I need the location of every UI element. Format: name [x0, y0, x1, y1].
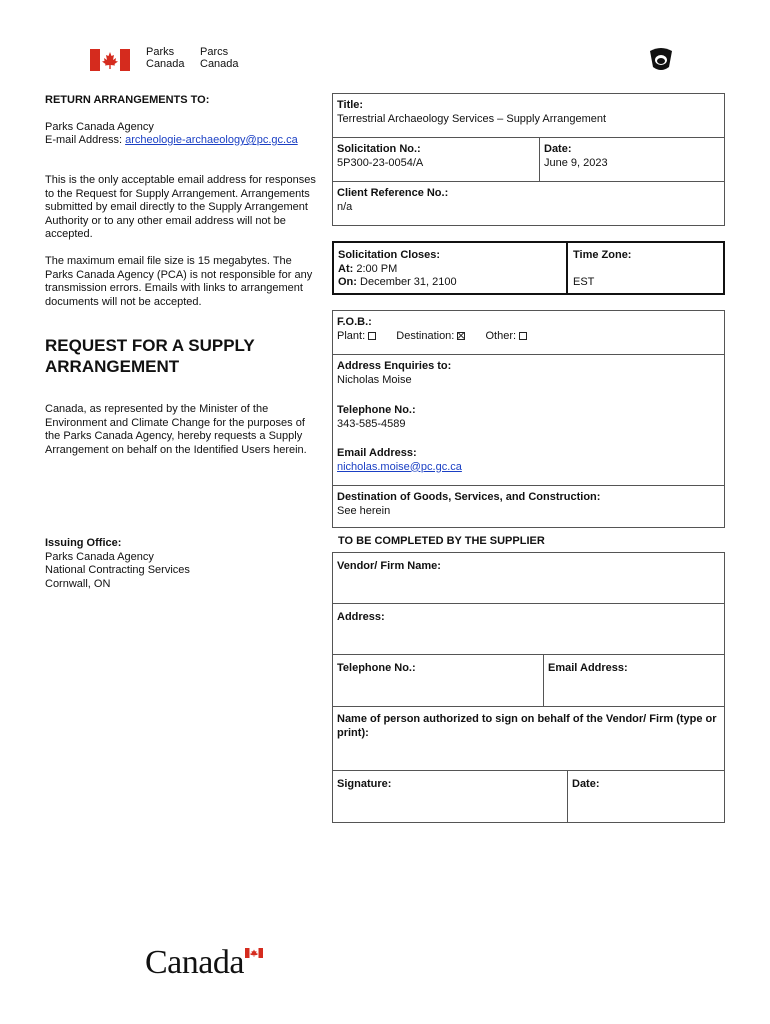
date-label: Date: — [544, 143, 572, 155]
document-title — [45, 336, 255, 377]
issuing-office-line: Parks Canada Agency — [45, 550, 154, 563]
contact-email-link[interactable]: nicholas.moise@pc.gc.ca — [337, 460, 462, 473]
document-title-line: ARRANGEMENT — [45, 356, 180, 376]
return-email-label: E-mail Address: — [45, 134, 126, 146]
address-field[interactable] — [332, 607, 725, 654]
signature-date-label: Date: — [572, 778, 600, 790]
para2-line: Parks Canada Agency (PCA) is not responsible for any — [45, 268, 313, 281]
fob-plant-checkbox[interactable] — [368, 332, 376, 340]
solicitation-value: 5P300-23-0054/A — [337, 156, 424, 169]
response-paragraph — [45, 174, 330, 242]
enquiries-cell — [332, 356, 725, 478]
fob-other-checkbox[interactable] — [519, 332, 527, 340]
return-email-link[interactable]: archeologie-archaeology@pc.gc.ca — [125, 134, 298, 146]
phone-value: 343-585-4589 — [337, 417, 406, 430]
closes-cell — [333, 245, 566, 294]
destination-label: Destination of Goods, Services, and Construction: — [337, 491, 601, 503]
fob-cell — [332, 312, 725, 347]
para3-line: the Parks Canada Agency, hereby requests a Supply — [45, 430, 303, 442]
logo-text-en-2: Canada — [146, 57, 185, 70]
parks-canada-logo — [90, 47, 240, 73]
issuing-office-line: Cornwall, ON — [45, 577, 111, 590]
para3-line: Arrangement on behalf on the Identified Users herein. — [45, 443, 307, 456]
para2-line: transmission errors. Emails with links to arrangement — [45, 282, 303, 294]
return-arrangements-heading: RETURN ARRANGEMENTS TO: — [45, 94, 210, 106]
closes-on-label: On: — [338, 276, 357, 288]
address-label: Address: — [337, 611, 385, 623]
para1-line: to the Request for Supply Arrangement. Arrangements — [45, 187, 310, 200]
supplier-phone-field[interactable] — [332, 658, 543, 706]
destination-cell — [332, 487, 725, 522]
return-org: Parks Canada Agency — [45, 121, 154, 133]
timezone-label: Time Zone: — [573, 249, 632, 261]
file-size-paragraph — [45, 255, 330, 309]
vendor-name-label: Vendor/ Firm Name: — [337, 560, 441, 572]
title-value: Terrestrial Archaeology Services – Supply Arrangement — [337, 112, 607, 125]
closes-at-label: At: — [338, 262, 354, 275]
para1-line: This is the only acceptable email address for responses — [45, 174, 316, 186]
client-ref-value: n/a — [337, 200, 353, 213]
fob-destination-checkbox[interactable] — [457, 332, 465, 340]
para1-line: accepted. — [45, 228, 93, 240]
timezone-cell — [568, 245, 723, 293]
fob-destination-label: Destination: — [396, 329, 455, 342]
closes-label: Solicitation Closes: — [338, 249, 441, 261]
parks-canada-beaver-emblem-icon — [647, 43, 675, 73]
solicitation-cell — [332, 139, 539, 174]
logo-text-en-1: Parks — [146, 46, 175, 58]
supplier-phone-label: Telephone No.: — [337, 662, 416, 674]
supplier-email-field[interactable] — [543, 658, 725, 706]
logo-text-fr-2: Canada — [200, 57, 239, 70]
issuing-office — [45, 537, 190, 591]
para1-line: submitted by email directly to the Supply Arrangement — [45, 201, 308, 213]
wordmark-flag-icon — [245, 948, 263, 958]
request-paragraph — [45, 403, 330, 457]
phone-label: Telephone No.: — [337, 404, 416, 416]
supplier-email-label: Email Address: — [548, 662, 628, 674]
canada-wordmark: Canada — [145, 944, 244, 981]
authorized-person-field[interactable] — [332, 709, 725, 770]
issuing-office-line: National Contracting Services — [45, 564, 190, 576]
vendor-name-field[interactable] — [332, 556, 725, 603]
title-cell — [332, 95, 725, 130]
fob-other-label: Other: — [485, 329, 517, 342]
para2-line: documents will not be accepted. — [45, 295, 202, 308]
timezone-value: EST — [573, 275, 595, 288]
enquiries-value: Nicholas Moise — [337, 373, 412, 386]
authorized-person-label: Name of person authorized to sign on behalf of the Vendor/ Firm (type or print): — [337, 713, 717, 739]
para2-line: The maximum email file size is 15 megabytes. The — [45, 255, 292, 267]
canada-flag-icon — [90, 49, 130, 71]
client-ref-cell — [332, 183, 725, 218]
closes-at-value: 2:00 PM — [353, 262, 398, 275]
enquiries-label: Address Enquiries to: — [337, 360, 452, 372]
para3-line: Environment and Climate Change for the purposes of — [45, 416, 305, 429]
closes-on-value: December 31, 2100 — [356, 276, 457, 288]
title-label: Title: — [337, 99, 364, 111]
client-ref-label: Client Reference No.: — [337, 187, 449, 199]
fob-label: F.O.B.: — [337, 316, 372, 328]
destination-value: See herein — [337, 504, 391, 517]
solicitation-label: Solicitation No.: — [337, 143, 421, 155]
signature-field[interactable] — [332, 774, 567, 823]
fob-plant-label: Plant: — [337, 329, 366, 342]
supplier-heading: TO BE COMPLETED BY THE SUPPLIER — [338, 535, 545, 547]
logo-text-fr-1: Parcs — [200, 46, 229, 58]
para3-line: Canada, as represented by the Minister of the — [45, 403, 269, 415]
issuing-office-label: Issuing Office: — [45, 537, 122, 549]
signature-label: Signature: — [337, 778, 392, 790]
document-title-line: REQUEST FOR A SUPPLY — [45, 336, 255, 355]
date-cell — [539, 139, 725, 174]
contact-email-label: Email Address: — [337, 447, 417, 459]
para1-line: Authority or to any other email address will not be — [45, 214, 286, 227]
signature-date-field[interactable] — [567, 774, 725, 823]
date-value: June 9, 2023 — [544, 156, 608, 169]
